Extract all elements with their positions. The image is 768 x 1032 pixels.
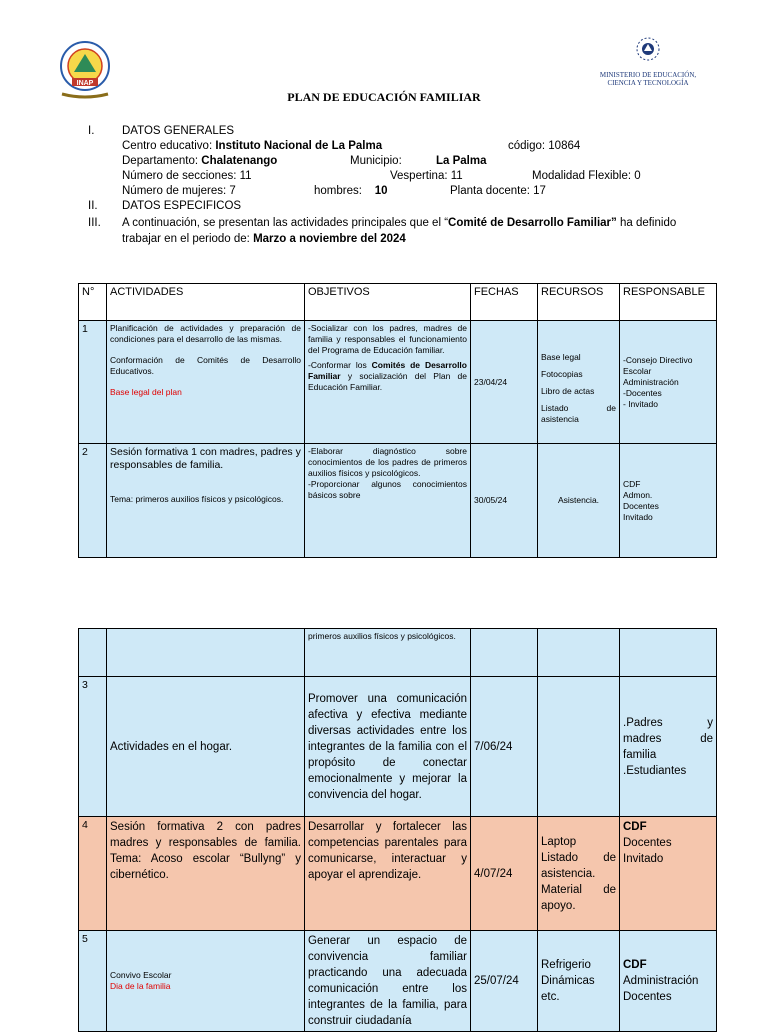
muni-value: La Palma bbox=[436, 155, 487, 167]
header-recursos: RECURSOS bbox=[538, 284, 620, 321]
row-number: 5 bbox=[79, 931, 107, 1032]
responsable-text: Administración Docentes bbox=[623, 975, 699, 1003]
row-number: 3 bbox=[79, 677, 107, 817]
mujeres: Número de mujeres: 7 bbox=[122, 185, 236, 197]
table-row bbox=[79, 677, 717, 817]
activity-text: Planificación de actividades y preparación de condiciones para el desarrollo de las mismas. bbox=[110, 323, 301, 344]
row-recursos bbox=[538, 629, 620, 677]
row-actividades bbox=[107, 931, 305, 1032]
row-fecha: 4/07/24 bbox=[471, 817, 538, 931]
ministry-name-line1: MINISTERIO DE EDUCACIÓN, bbox=[599, 71, 697, 79]
section1-number: I. bbox=[88, 125, 95, 137]
row-objetivos: Generar un espacio de convivencia familiar practicando una adecuada comunicación entre los integrantes de la familia, para construir ciudadanía bbox=[305, 931, 471, 1032]
header-objetivos: OBJETIVOS bbox=[305, 284, 471, 321]
planta-docente: Planta docente: 17 bbox=[450, 185, 546, 197]
row-objetivos: Desarrollar y fortalecer las competencias parentales para comunicarse, interactuar y apoyar el aprendizaje. bbox=[305, 817, 471, 931]
row-fecha: 25/07/24 bbox=[471, 931, 538, 1032]
responsable-text: Docentes Invitado bbox=[623, 837, 672, 865]
resource-item: Fotocopias bbox=[541, 368, 583, 379]
row-recursos: Refrigerio Dinámicas etc. bbox=[538, 931, 620, 1032]
centro-label: Centro educativo: bbox=[122, 140, 213, 152]
row-objetivos: Promover una comunicación afectiva y efectiva mediante diversas actividades entre los integrantes de la familia con el propósito de conectar emocionalmente y mejorar la convivencia del hogar. bbox=[305, 677, 471, 817]
table-row bbox=[79, 817, 717, 931]
row-objetivos bbox=[305, 321, 471, 444]
ministry-name-line2: CIENCIA Y TECNOLOGÍA bbox=[607, 79, 689, 87]
resource-item: Listado de asistencia bbox=[541, 402, 616, 424]
row-number: 4 bbox=[79, 817, 107, 931]
depto-line bbox=[122, 155, 277, 168]
hombres-label: hombres: bbox=[314, 185, 362, 197]
svg-text:INAP: INAP bbox=[76, 80, 94, 87]
centro-value: Instituto Nacional de La Palma bbox=[215, 140, 383, 152]
muni-label: Municipio: bbox=[350, 155, 402, 167]
row-recursos: Asistencia. bbox=[538, 444, 620, 558]
row-responsable bbox=[620, 817, 717, 931]
resource-item: Base legal bbox=[541, 351, 581, 362]
resource-item: Libro de actas bbox=[541, 385, 595, 396]
row-fecha: 23/04/24 bbox=[471, 321, 538, 444]
plan-table-page2 bbox=[78, 628, 717, 1032]
codigo: código: 10864 bbox=[508, 140, 581, 152]
header-actividades: ACTIVIDADES bbox=[107, 284, 305, 321]
row-actividades: Actividades en el hogar. bbox=[107, 677, 305, 817]
row-recursos bbox=[538, 321, 620, 444]
row-objetivos: -Elaborar diagnóstico sobre conocimientos de los padres de primeros auxilios físicos y psicológicos. -Proporcionar algunos conocimientos básicos sobre bbox=[305, 444, 471, 558]
objective-part: y socialización del Plan de Educación Familiar. bbox=[308, 371, 467, 392]
activity-note: Dia de la familia bbox=[110, 981, 171, 991]
row-recursos: Laptop Listado de asistencia. Material de apoyo. bbox=[538, 817, 620, 931]
activity-text: Sesión formativa 1 con madres, padres y responsables de familia. bbox=[110, 446, 301, 471]
row-actividades: Sesión formativa 2 con padres madres y responsables de familia. Tema: Acoso escolar “Bullyng” y cibernético. bbox=[107, 817, 305, 931]
modalidad: Modalidad Flexible: 0 bbox=[532, 170, 641, 182]
centro-line bbox=[122, 140, 382, 153]
table-row bbox=[79, 629, 717, 677]
row-actividades bbox=[107, 629, 305, 677]
section3-text-b: ha definido bbox=[616, 217, 677, 229]
row-objetivos: primeros auxilios físicos y psicológicos. bbox=[305, 629, 471, 677]
document-title: PLAN DE EDUCACIÓN FAMILIAR bbox=[287, 90, 481, 104]
responsable-bold: CDF bbox=[623, 959, 647, 971]
table-row bbox=[79, 931, 717, 1032]
depto-value: Chalatenango bbox=[201, 155, 278, 167]
vespertina: Vespertina: 11 bbox=[390, 170, 463, 182]
activity-text: Convivo Escolar bbox=[110, 970, 172, 980]
table-header-row bbox=[79, 284, 717, 321]
row-responsable: -Consejo Directivo Escolar Administración -Docentes - Invitado bbox=[620, 321, 717, 444]
activity-text: Conformación de Comités de Desarrollo Educativos. bbox=[110, 355, 301, 376]
section3-line2 bbox=[122, 233, 406, 246]
row-responsable: CDF Admon. Docentes Invitado bbox=[620, 444, 717, 558]
secciones: Número de secciones: 11 bbox=[122, 170, 252, 182]
hombres-value: 10 bbox=[374, 185, 388, 197]
header-responsable: RESPONSABLE bbox=[620, 284, 717, 321]
ministry-emblem-icon bbox=[634, 36, 662, 66]
objective-text bbox=[308, 360, 467, 393]
row-actividades bbox=[107, 321, 305, 444]
row-actividades bbox=[107, 444, 305, 558]
row-fecha: 7/06/24 bbox=[471, 677, 538, 817]
hombres-line bbox=[314, 185, 388, 198]
row-number bbox=[79, 629, 107, 677]
ministry-logo bbox=[596, 36, 700, 92]
plan-table-page1 bbox=[78, 283, 717, 558]
section3-number: III. bbox=[88, 217, 101, 229]
section3-line1 bbox=[122, 217, 676, 230]
header-num: N° bbox=[79, 284, 107, 321]
objective-text: -Socializar con los padres, madres de familia y responsables el funcionamiento del Programa de Educación familiar. bbox=[308, 323, 467, 355]
row-fecha bbox=[471, 629, 538, 677]
activity-text: Tema: primeros auxilios físicos y psicológicos. bbox=[110, 494, 284, 504]
row-number: 1 bbox=[79, 321, 107, 444]
section3-text-a: A continuación, se presentan las actividades principales que el “ bbox=[122, 217, 449, 229]
section2-number: II. bbox=[88, 200, 98, 212]
row-fecha: 30/05/24 bbox=[471, 444, 538, 558]
section2-heading: DATOS ESPECIFICOS bbox=[122, 200, 242, 212]
row-responsable bbox=[620, 629, 717, 677]
row-number: 2 bbox=[79, 444, 107, 558]
section3-text-bold: Comité de Desarrollo Familiar” bbox=[448, 217, 617, 229]
row-recursos bbox=[538, 677, 620, 817]
objective-bold: Comités de Desarrollo Familiar bbox=[308, 360, 467, 381]
activity-note: Base legal del plan bbox=[110, 387, 182, 397]
section3-period: Marzo a noviembre del 2024 bbox=[253, 233, 406, 245]
header-fechas: FECHAS bbox=[471, 284, 538, 321]
table-row bbox=[79, 321, 717, 444]
responsable-bold: CDF bbox=[623, 821, 647, 833]
section1-heading: DATOS GENERALES bbox=[122, 125, 235, 137]
row-responsable: .Padres y madres de familia .Estudiantes bbox=[620, 677, 717, 817]
section3-text-c: trabajar en el periodo de: bbox=[122, 233, 254, 245]
objective-part: -Conformar los bbox=[308, 360, 372, 370]
row-responsable bbox=[620, 931, 717, 1032]
depto-label: Departamento: bbox=[122, 155, 199, 167]
table-row bbox=[79, 444, 717, 558]
